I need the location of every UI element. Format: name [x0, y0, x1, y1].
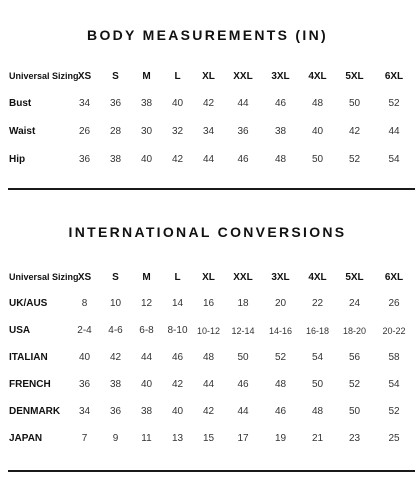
size-value: 50 [348, 406, 361, 417]
universal-sizing-label: Universal Sizing [9, 71, 79, 81]
row-label: DENMARK [9, 406, 61, 417]
size-value: 42 [202, 97, 215, 109]
size-value: 44 [388, 125, 400, 137]
size-value: 40 [140, 153, 153, 165]
size-value: 40 [171, 97, 184, 109]
size-value: 21 [311, 433, 324, 444]
size-value: 23 [348, 433, 361, 444]
size-value: 13 [171, 433, 184, 444]
section-divider [8, 470, 415, 472]
size-value: 34 [78, 97, 91, 109]
size-value: 50 [348, 97, 361, 109]
size-value: 10-12 [196, 325, 221, 336]
size-value: 42 [348, 125, 361, 137]
size-value: 20 [274, 298, 287, 309]
size-value: 30 [140, 125, 153, 137]
size-value: 54 [311, 352, 324, 363]
size-value: 40 [140, 379, 153, 390]
size-value: 4-6 [108, 325, 123, 336]
row-label: JAPAN [9, 433, 43, 444]
size-value: 48 [274, 153, 287, 165]
size-value: 54 [388, 379, 400, 390]
table-row [9, 89, 415, 117]
size-column-header: XS [77, 70, 92, 82]
size-column-header: M [142, 271, 151, 283]
size-value: 12 [140, 298, 153, 309]
international-conversions-rows [9, 264, 415, 452]
table-row [9, 317, 415, 344]
size-value: 16 [202, 298, 215, 309]
table-row [9, 290, 415, 317]
size-value: 46 [237, 153, 249, 165]
size-header-row [9, 264, 415, 290]
row-label: UK/AUS [9, 298, 48, 309]
size-value: 24 [348, 298, 361, 309]
size-value: 38 [109, 379, 122, 390]
size-value: 36 [109, 97, 122, 109]
size-column-header: 3XL [271, 271, 290, 283]
universal-sizing-label: Universal Sizing [9, 272, 79, 282]
body-measurements-rows [9, 63, 415, 173]
row-label: Waist [9, 125, 36, 137]
size-value: 42 [171, 153, 184, 165]
size-value: 52 [274, 352, 287, 363]
size-value: 46 [171, 352, 184, 363]
size-value: 28 [109, 125, 122, 137]
size-value: 44 [202, 153, 215, 165]
size-value: 42 [109, 352, 122, 363]
size-value: 44 [202, 379, 215, 390]
row-label: USA [9, 325, 31, 336]
row-label: Hip [9, 153, 26, 165]
size-column-header: M [142, 70, 151, 82]
table-row [9, 371, 415, 398]
size-column-header: XS [77, 271, 92, 283]
table-row [9, 425, 415, 452]
size-value: 46 [237, 379, 249, 390]
size-header-row [9, 63, 415, 89]
size-column-header: L [174, 70, 181, 82]
size-value: 18-20 [342, 325, 367, 336]
size-value: 18 [237, 298, 249, 309]
size-value: 48 [202, 352, 215, 363]
size-value: 19 [274, 433, 287, 444]
size-value: 14 [171, 298, 184, 309]
size-column-header: L [174, 271, 181, 283]
size-value: 32 [171, 125, 184, 137]
size-value: 26 [388, 298, 400, 309]
size-value: 56 [348, 352, 361, 363]
size-value: 48 [311, 97, 324, 109]
size-value: 34 [78, 406, 91, 417]
size-value: 38 [140, 406, 153, 417]
size-column-header: 5XL [345, 70, 364, 82]
size-column-header: XL [202, 70, 215, 82]
size-value: 36 [78, 379, 91, 390]
body-measurements-table [9, 63, 415, 173]
size-value: 52 [388, 97, 400, 109]
size-value: 15 [202, 433, 215, 444]
size-value: 42 [171, 379, 184, 390]
size-column-header: 6XL [384, 271, 404, 283]
size-value: 14-16 [268, 325, 293, 336]
row-label: FRENCH [9, 379, 51, 390]
size-value: 11 [141, 433, 152, 444]
table-row [9, 117, 415, 145]
size-value: 48 [274, 379, 287, 390]
size-value: 12-14 [231, 325, 255, 336]
size-column-header: 4XL [308, 271, 327, 283]
size-value: 8 [81, 298, 88, 309]
size-column-header: 3XL [271, 70, 290, 82]
row-label: ITALIAN [9, 352, 48, 363]
size-value: 8-10 [167, 325, 188, 336]
international-conversions-title: INTERNATIONAL CONVERSIONS [68, 224, 347, 240]
body-measurements-title: BODY MEASUREMENTS (IN) [87, 27, 328, 43]
size-value: 40 [78, 352, 91, 363]
row-label: Bust [9, 97, 32, 109]
size-value: 44 [140, 352, 153, 363]
size-value: 40 [171, 406, 184, 417]
size-value: 48 [311, 406, 324, 417]
size-value: 10 [109, 298, 122, 309]
size-column-header: 6XL [384, 70, 404, 82]
size-value: 50 [237, 352, 249, 363]
size-value: 38 [109, 153, 122, 165]
size-column-header: XL [202, 271, 215, 283]
size-value: 16-18 [305, 325, 330, 336]
size-value: 2-4 [77, 325, 92, 336]
size-value: 44 [237, 97, 249, 109]
size-value: 7 [81, 433, 88, 444]
size-value: 52 [348, 153, 361, 165]
section-divider [8, 188, 415, 190]
size-value: 58 [388, 352, 400, 363]
size-value: 50 [311, 153, 324, 165]
size-value: 42 [202, 406, 215, 417]
size-column-header: S [112, 70, 119, 82]
size-value: 46 [274, 406, 287, 417]
size-value: 46 [274, 97, 287, 109]
size-column-header: S [112, 271, 119, 283]
size-value: 38 [274, 125, 287, 137]
table-row [9, 398, 415, 425]
size-value: 36 [109, 406, 122, 417]
size-value: 44 [237, 406, 249, 417]
size-column-header: 5XL [345, 271, 364, 283]
size-value: 40 [311, 125, 324, 137]
size-value: 52 [348, 379, 361, 390]
size-value: 52 [388, 406, 400, 417]
size-value: 25 [388, 433, 400, 444]
size-column-header: XXL [233, 271, 253, 283]
size-column-header: XXL [233, 70, 253, 82]
size-column-header: 4XL [308, 70, 327, 82]
size-value: 50 [311, 379, 324, 390]
size-value: 38 [140, 97, 153, 109]
table-row [9, 344, 415, 371]
size-value: 36 [237, 125, 249, 137]
table-row [9, 145, 415, 173]
size-value: 17 [237, 433, 249, 444]
size-value: 36 [78, 153, 91, 165]
size-value: 6-8 [139, 325, 154, 336]
size-value: 54 [388, 153, 400, 165]
size-value: 20-22 [382, 325, 406, 336]
international-conversions-table [9, 264, 415, 452]
size-value: 26 [78, 125, 91, 137]
size-value: 22 [311, 298, 324, 309]
size-value: 34 [202, 125, 215, 137]
size-value: 9 [112, 433, 119, 444]
